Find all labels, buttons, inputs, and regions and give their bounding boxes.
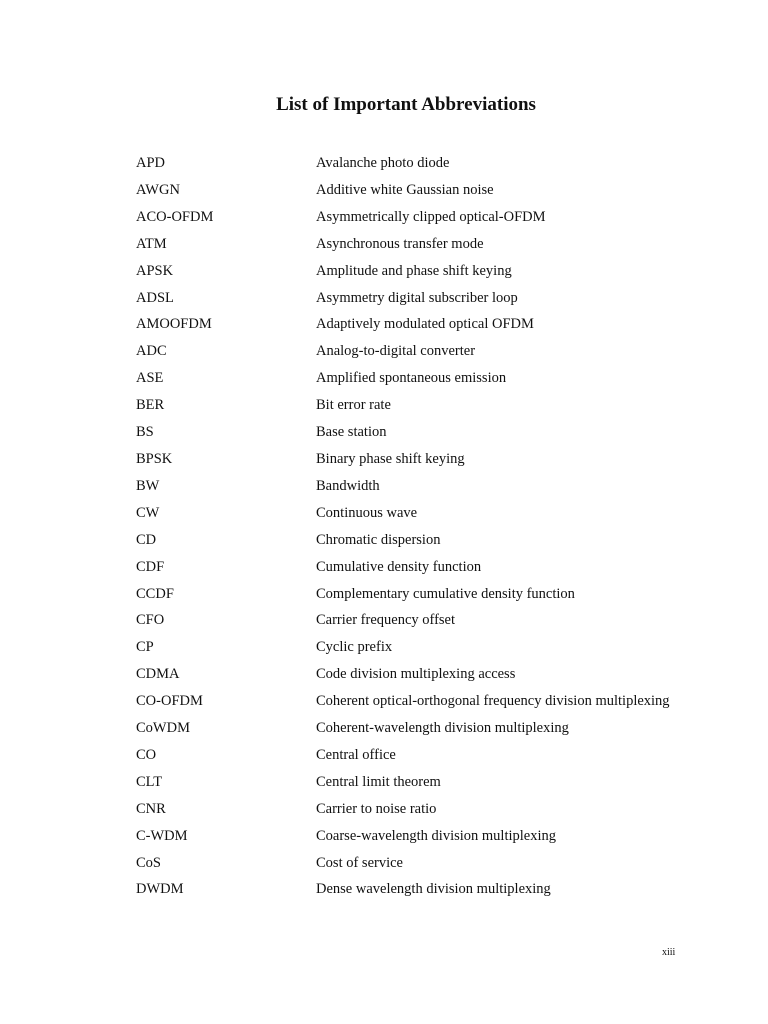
abbreviation-term: CO (136, 746, 157, 763)
abbreviation-definition: Binary phase shift keying (316, 450, 465, 467)
abbreviation-term: DWDM (136, 881, 184, 898)
abbreviation-definition: Cumulative density function (316, 558, 482, 575)
abbreviation-definition: Coarse-wavelength division multiplexing (316, 827, 557, 844)
abbreviation-term: BW (136, 477, 160, 494)
abbreviation-row (136, 769, 696, 796)
abbreviation-row (136, 311, 696, 338)
abbreviation-definition: Complementary cumulative density function (316, 585, 575, 602)
page-title: List of Important Abbreviations (276, 94, 536, 115)
abbreviation-row (136, 607, 696, 634)
abbreviation-term: BPSK (136, 450, 173, 467)
abbreviation-row (136, 177, 696, 204)
abbreviation-row (136, 500, 696, 527)
abbreviation-definition: Amplitude and phase shift keying (316, 262, 512, 279)
abbreviation-row (136, 150, 696, 177)
abbreviation-term: AMOOFDM (136, 316, 212, 333)
abbreviation-row (136, 231, 696, 258)
abbreviation-row (136, 446, 696, 473)
abbreviation-definition: Cost of service (316, 854, 403, 871)
abbreviation-definition: Code division multiplexing access (316, 666, 516, 683)
abbreviation-term: CCDF (136, 585, 174, 602)
abbreviation-term: CW (136, 504, 160, 521)
abbreviation-term: ACO-OFDM (136, 208, 214, 225)
abbreviation-row (136, 796, 696, 823)
abbreviation-definition: Additive white Gaussian noise (316, 181, 494, 198)
abbreviation-term: CFO (136, 612, 165, 629)
abbreviation-definition: Base station (316, 424, 387, 441)
abbreviation-term: APSK (136, 262, 174, 279)
abbreviation-row (136, 581, 696, 608)
abbreviation-row (136, 715, 696, 742)
abbreviation-row (136, 688, 696, 715)
abbreviation-definition: Amplified spontaneous emission (316, 370, 507, 387)
abbreviation-definition: Coherent optical-orthogonal frequency division multiplexing (316, 693, 670, 710)
abbreviation-row (136, 419, 696, 446)
abbreviation-row (136, 742, 696, 769)
abbreviation-term: BER (136, 397, 165, 414)
abbreviation-term: ASE (136, 370, 164, 387)
abbreviation-term: CoWDM (136, 720, 190, 737)
abbreviation-list (136, 150, 696, 903)
abbreviation-definition: Asymmetry digital subscriber loop (316, 289, 518, 306)
abbreviation-term: CLT (136, 773, 163, 790)
abbreviation-term: CDMA (136, 666, 180, 683)
abbreviation-row (136, 338, 696, 365)
abbreviation-row (136, 365, 696, 392)
abbreviation-definition: Bandwidth (316, 477, 380, 494)
abbreviation-definition: Central office (316, 746, 396, 763)
abbreviation-row (136, 392, 696, 419)
abbreviation-row (136, 554, 696, 581)
abbreviation-definition: Continuous wave (316, 504, 418, 521)
abbreviation-row (136, 204, 696, 231)
abbreviation-term: CNR (136, 800, 166, 817)
abbreviation-definition: Asynchronous transfer mode (316, 235, 484, 252)
abbreviation-row (136, 876, 696, 903)
abbreviation-term: ADC (136, 343, 167, 360)
abbreviation-row (136, 661, 696, 688)
abbreviation-row (136, 634, 696, 661)
abbreviation-row (136, 258, 696, 285)
abbreviation-row (136, 850, 696, 877)
abbreviation-term: AWGN (136, 181, 180, 198)
abbreviation-term: BS (136, 424, 154, 441)
abbreviation-row (136, 285, 696, 312)
abbreviation-term: ADSL (136, 289, 174, 306)
abbreviation-definition: Cyclic prefix (316, 639, 393, 656)
abbreviation-definition: Carrier frequency offset (316, 612, 456, 629)
abbreviation-definition: Adaptively modulated optical OFDM (316, 316, 534, 333)
abbreviation-term: CD (136, 531, 157, 548)
abbreviation-definition: Dense wavelength division multiplexing (316, 881, 551, 898)
abbreviation-term: ATM (136, 235, 167, 252)
page-number: xiii (662, 947, 676, 958)
abbreviation-definition: Coherent-wavelength division multiplexing (316, 720, 569, 737)
abbreviation-term: APD (136, 155, 166, 171)
abbreviation-row (136, 527, 696, 554)
abbreviation-definition: Analog-to-digital converter (316, 343, 476, 360)
abbreviation-row (136, 823, 696, 850)
abbreviation-definition: Carrier to noise ratio (316, 800, 437, 817)
abbreviation-term: CoS (136, 854, 161, 871)
abbreviation-term: CDF (136, 558, 165, 575)
abbreviation-term: CO-OFDM (136, 693, 203, 710)
abbreviation-definition: Chromatic dispersion (316, 531, 441, 548)
abbreviation-definition: Asymmetrically clipped optical-OFDM (316, 208, 546, 225)
abbreviation-term: CP (136, 639, 154, 656)
abbreviation-definition: Avalanche photo diode (316, 155, 450, 171)
abbreviation-row (136, 473, 696, 500)
abbreviation-term: C-WDM (136, 827, 188, 844)
abbreviation-definition: Central limit theorem (316, 773, 441, 790)
abbreviation-definition: Bit error rate (316, 397, 391, 414)
